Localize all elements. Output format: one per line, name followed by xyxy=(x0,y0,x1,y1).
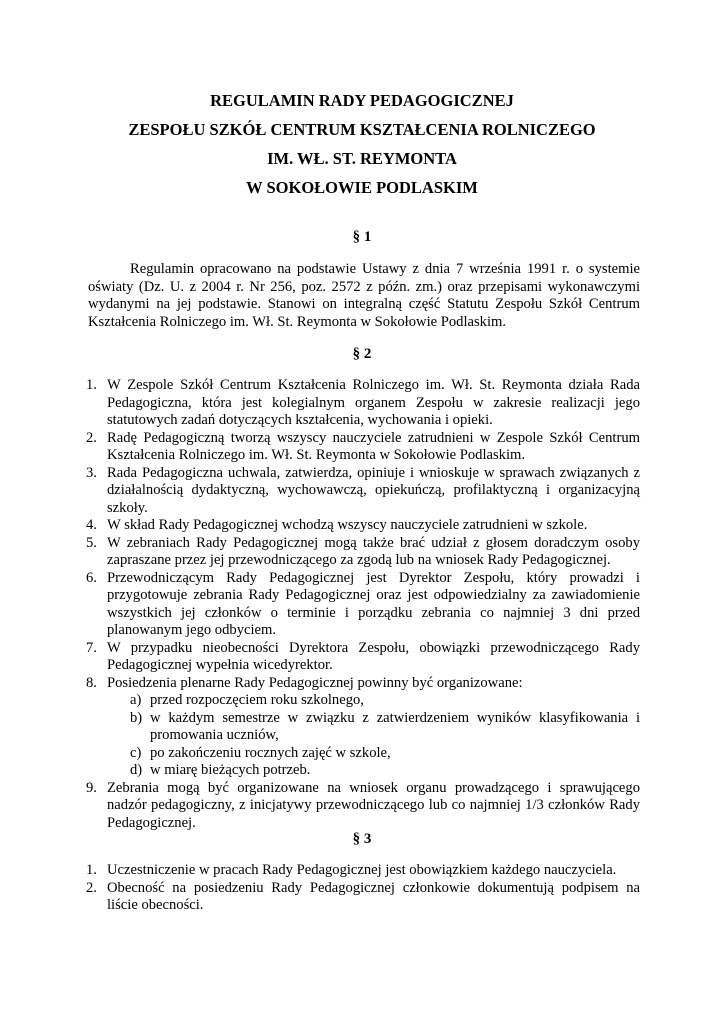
sub-item-letter: c) xyxy=(130,744,142,761)
title-line-1: REGULAMIN RADY PEDAGOGICZNEJ xyxy=(210,91,514,110)
sub-item-text: przed rozpoczęciem roku szkolnego, xyxy=(150,692,364,708)
sub-item-text: w każdym semestrze w związku z zatwierdzeniem wyników klasyfikowania i promowania uczniów, xyxy=(150,709,640,743)
sub-item-text: w miarę bieżących potrzeb. xyxy=(150,762,311,778)
sub-list-item xyxy=(107,710,640,745)
section-3-heading: § 3 xyxy=(352,831,372,847)
list-item xyxy=(88,675,640,780)
item-text: Przewodniczącym Rady Pedagogicznej jest Dyrektor Zespołu, który prowadzi i przygotowuje zebrania Rady Pedagogicznej oraz jest odpowiedzialny za zawiadomienie wszystkich jej członków o terminie i porządku zebrania co najmniej 3 dni przed planowanym jego odbyciem. xyxy=(107,569,640,638)
item-text: W skład Rady Pedagogicznej wchodzą wszyscy nauczyciele zatrudnieni w szkole. xyxy=(107,517,588,533)
list-item xyxy=(88,880,640,915)
item-text: Posiedzenia plenarne Rady Pedagogicznej powinny być organizowane: xyxy=(107,674,523,691)
item-number: 9. xyxy=(86,779,97,796)
item-number: 1. xyxy=(86,377,97,393)
section-2-heading: § 2 xyxy=(352,346,372,362)
list-item xyxy=(88,535,640,570)
item-text: Rada Pedagogiczna uchwala, zatwierdza, opiniuje i wnioskuje w sprawach związanych z działalnością dydaktyczną, wychowawczą, opiekuńczą, profilaktyczną i organizacyjną szkoły. xyxy=(107,464,640,516)
item-text: Zebrania mogą być organizowane na wniosek organu prowadzącego i sprawującego nadzór pedagogiczny, z inicjatywy przewodniczącego lub co najmniej 1/3 członków Rady Pedagogicznej. xyxy=(107,779,640,831)
item-number: 3. xyxy=(86,464,97,481)
section-2-list xyxy=(88,377,640,832)
list-item xyxy=(88,640,640,675)
sub-item-letter: b) xyxy=(130,709,143,726)
title-line-2: ZESPOŁU SZKÓŁ CENTRUM KSZTAŁCENIA ROLNICZEGO xyxy=(128,120,596,139)
list-item xyxy=(88,377,640,430)
title-line-3: IM. WŁ. ST. REYMONTA xyxy=(267,149,457,168)
item-number: 1. xyxy=(86,862,97,878)
sub-list-item xyxy=(107,692,640,710)
item-text: W przypadku nieobecności Dyrektora Zespołu, obowiązki przewodniczącego Rady Pedagogicznej wypełnia wicedyrektor. xyxy=(107,639,640,673)
section-1-heading: § 1 xyxy=(352,229,372,245)
sub-item-letter: a) xyxy=(130,692,142,708)
list-item xyxy=(88,780,640,833)
list-item xyxy=(88,517,640,535)
document-title xyxy=(0,86,724,202)
sub-list-item xyxy=(107,745,640,763)
list-item xyxy=(88,430,640,465)
item-number: 2. xyxy=(86,429,97,446)
section-3-list xyxy=(88,862,640,915)
list-item xyxy=(88,465,640,518)
item-text: Obecność na posiedzeniu Rady Pedagogicznej członkowie dokumentują podpisem na liście obecności. xyxy=(107,879,640,913)
item-text: W Zespole Szkół Centrum Kształcenia Rolniczego im. Wł. St. Reymonta działa Rada Pedagogiczna, która jest kolegialnym organem Zespołu w zakresie realizacji jego statutowych zadań dotyczących kształcenia, wychowania i opieki. xyxy=(107,377,640,428)
sub-list-item xyxy=(107,762,640,780)
item-number: 8. xyxy=(86,674,97,691)
title-line-4: W SOKOŁOWIE PODLASKIM xyxy=(246,178,478,197)
item-text: Radę Pedagogiczną tworzą wszyscy nauczyciele zatrudnieni w Zespole Szkół Centrum Kształcenia Rolniczego im. Wł. St. Reymonta w Sokołowie Podlaskim. xyxy=(107,429,640,463)
item-number: 5. xyxy=(86,534,97,551)
item-text: W zebraniach Rady Pedagogicznej mogą także brać udział z głosem doradczym osoby zapraszane przez jej przewodniczącego za zgodą lub na wniosek Rady Pedagogicznej. xyxy=(107,534,640,568)
sub-item-text: po zakończeniu rocznych zajęć w szkole, xyxy=(150,744,391,761)
list-item xyxy=(88,570,640,640)
list-item xyxy=(88,862,640,880)
item-number: 4. xyxy=(86,517,97,533)
item-number: 7. xyxy=(86,639,97,656)
item-number: 6. xyxy=(86,569,97,586)
section-1-paragraph: Regulamin opracowano na podstawie Ustawy z dnia 7 września 1991 r. o systemie oświaty (Dz. U. z 2004 r. Nr 256, poz. 2572 z późn. zm.) oraz przepisami wykonawczymi wydanymi na jej podstawie. Stanowi on integralną część Statutu Zespołu Szkół Centrum Kształcenia Rolniczego im. Wł. St. Reymonta w Sokołowie Podlaskim. xyxy=(88,261,640,330)
sub-list xyxy=(107,692,640,780)
item-number: 2. xyxy=(86,879,97,896)
item-text: Uczestniczenie w pracach Rady Pedagogicznej jest obowiązkiem każdego nauczyciela. xyxy=(107,862,617,878)
sub-item-letter: d) xyxy=(130,762,143,778)
